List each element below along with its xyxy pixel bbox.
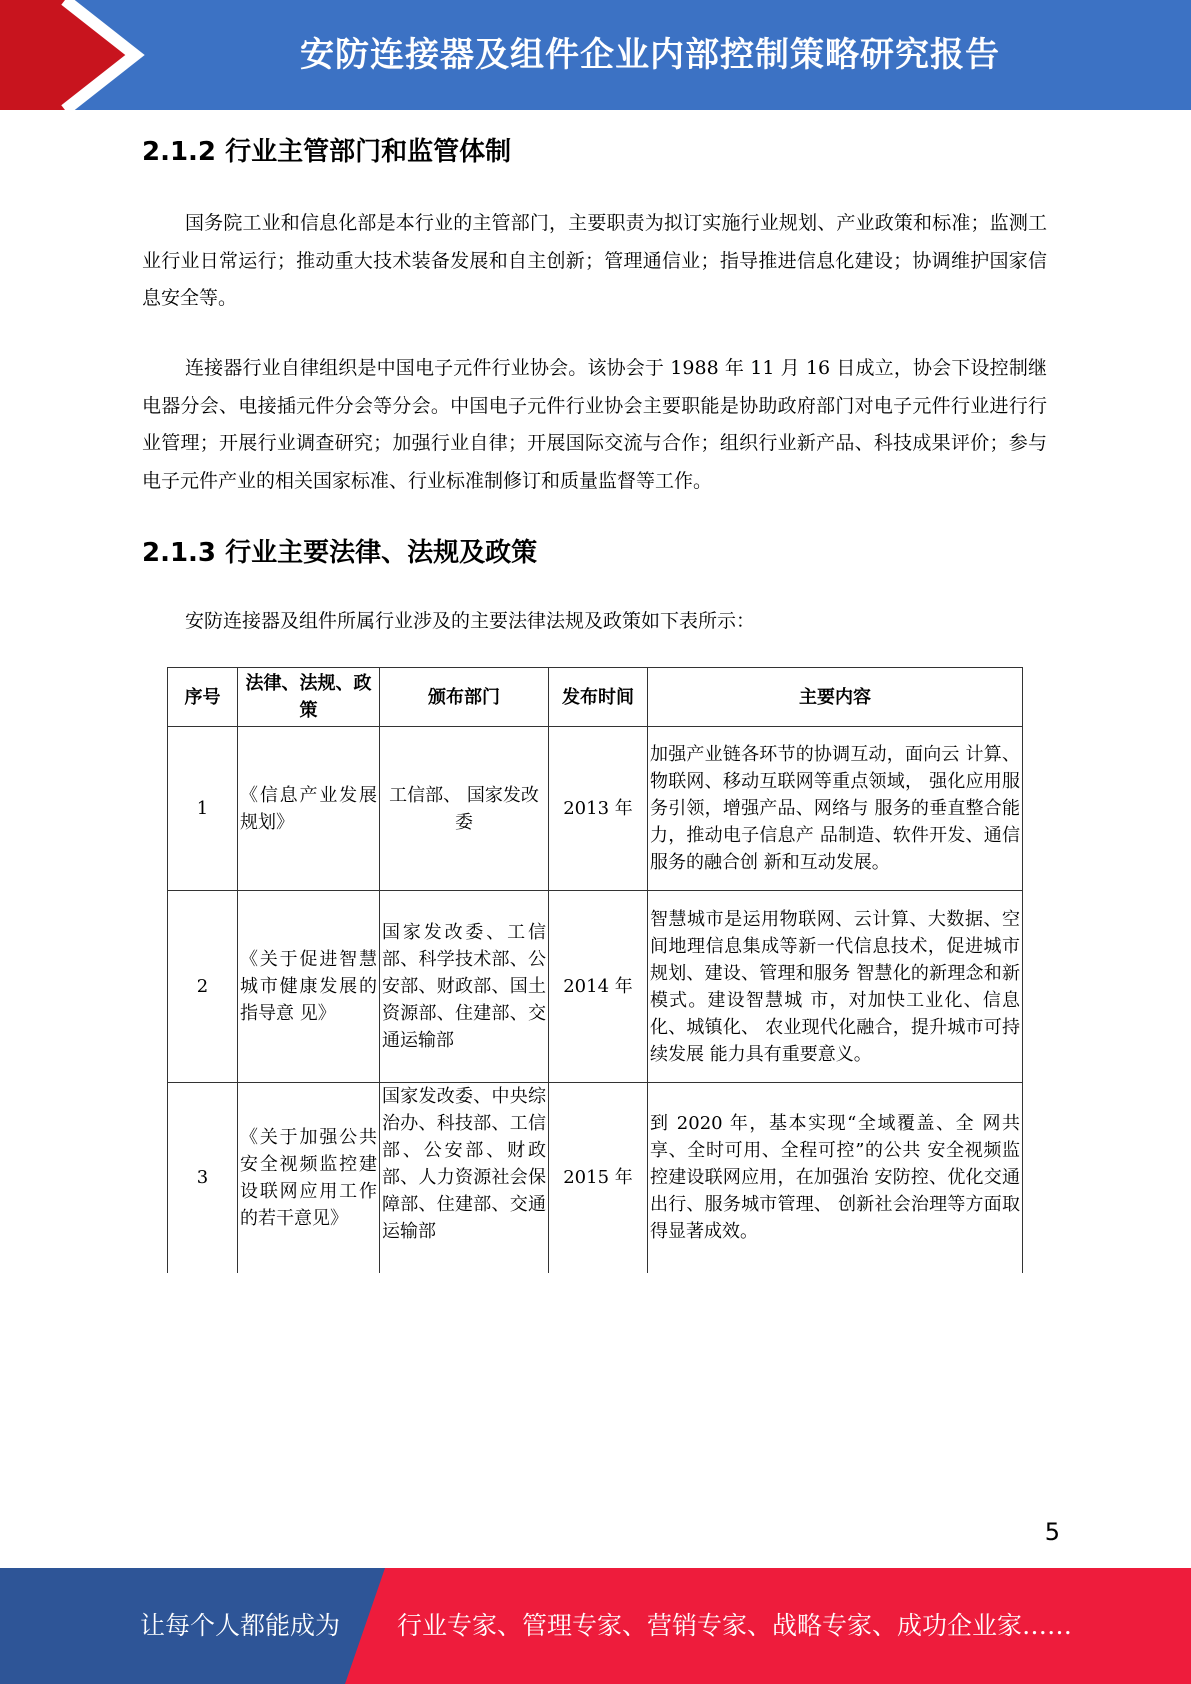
footer-slogan-right: 行业专家、管理专家、营销专家、战略专家、成功企业家…… [397, 1611, 1073, 1640]
policy-table [167, 667, 1023, 1273]
cell-serial: 2 [168, 891, 238, 1083]
table-row [168, 727, 1023, 891]
header-department: 颁布部门 [380, 668, 549, 727]
page-footer [0, 1568, 1191, 1684]
footer-slogan-left: 让每个人都能成为 [140, 1611, 341, 1640]
header-date: 发布时间 [549, 668, 648, 727]
section-heading-2-1-2: 2.1.2 行业主管部门和监管体制 [142, 137, 512, 167]
paragraph-regulator: 国务院工业和信息化部是本行业的主管部门，主要职责为拟订实施行业规划、产业政策和标准；监测工业行业日常运行；推动重大技术装备发展和自主创新；管理通信业；指导推进信息化建设；协调维护国家信息安全等。 [142, 212, 1047, 309]
cell-serial: 1 [168, 727, 238, 891]
cell-department: 工信部、 国家发改委 [380, 727, 549, 891]
header-content: 主要内容 [648, 668, 1023, 727]
page-number: 5 [1044, 1518, 1060, 1546]
header-law: 法律、法规、政策 [238, 668, 380, 727]
section-heading-2-1-3: 2.1.3 行业主要法律、法规及政策 [142, 538, 538, 568]
cell-department: 国家发改委、中央综治办、科技部、工信部、公安部、财政部、人力资源社会保障部、住建部、交通运输部 [380, 1083, 549, 1273]
cell-content: 加强产业链各环节的协调互动，面向云 计算、物联网、移动互联网等重点领域， 强化应用服务引领，增强产品、网络与 服务的垂直整合能力，推动电子信息产 品制造、软件开发、通信服务的融合创 新和互动发展。 [648, 727, 1023, 891]
page-header [0, 0, 1191, 110]
cell-serial: 3 [168, 1083, 238, 1273]
paragraph-association: 连接器行业自律组织是中国电子元件行业协会。该协会于 1988 年 11 月 16 日成立，协会下设控制继电器分会、电接插元件分会等分会。中国电子元件行业协会主要职能是协助政府部门对电子元件行业进行行业管理；开展行业调查研究；加强行业自律；开展国际交流与合作；组织行业新产品、科技成果评价；参与电子元件产业的相关国家标准、行业标准制修订和质量监督等工作。 [142, 357, 1047, 492]
document-title: 安防连接器及组件企业内部控制策略研究报告 [300, 35, 1000, 75]
cell-law: 《信息产业发展规划》 [238, 727, 380, 891]
table-row [168, 891, 1023, 1083]
table-row [168, 1083, 1023, 1273]
table-header-row [168, 668, 1023, 727]
cell-law: 《关于加强公共安全视频监控建设联网应用工作的若干意见》 [238, 1083, 380, 1273]
cell-law: 《关于促进智慧城市健康发展的指导意 见》 [238, 891, 380, 1083]
cell-content: 智慧城市是运用物联网、云计算、大数据、空间地理信息集成等新一代信息技术，促进城市规划、建设、管理和服务 智慧化的新理念和新模式。建设智慧城 市，对加快工业化、信息化、城镇化、 农业现代化融合，提升城市可持续发展 能力具有重要意义。 [648, 891, 1023, 1083]
cell-date: 2015 年 [549, 1083, 648, 1273]
table-intro-text: 安防连接器及组件所属行业涉及的主要法律法规及政策如下表所示： [185, 610, 756, 632]
cell-department: 国家发改委、工信部、科学技术部、公安部、财政部、国土资源部、住建部、交通运输部 [380, 891, 549, 1083]
cell-content: 到 2020 年，基本实现“全域覆盖、全 网共享、全时可用、全程可控”的公共 安全视频监控建设联网应用，在加强治 安防控、优化交通出行、服务城市管理、 创新社会治理等方面取得显著成效。 [648, 1083, 1023, 1273]
header-serial: 序号 [168, 668, 238, 727]
cell-date: 2014 年 [549, 891, 648, 1083]
cell-date: 2013 年 [549, 727, 648, 891]
